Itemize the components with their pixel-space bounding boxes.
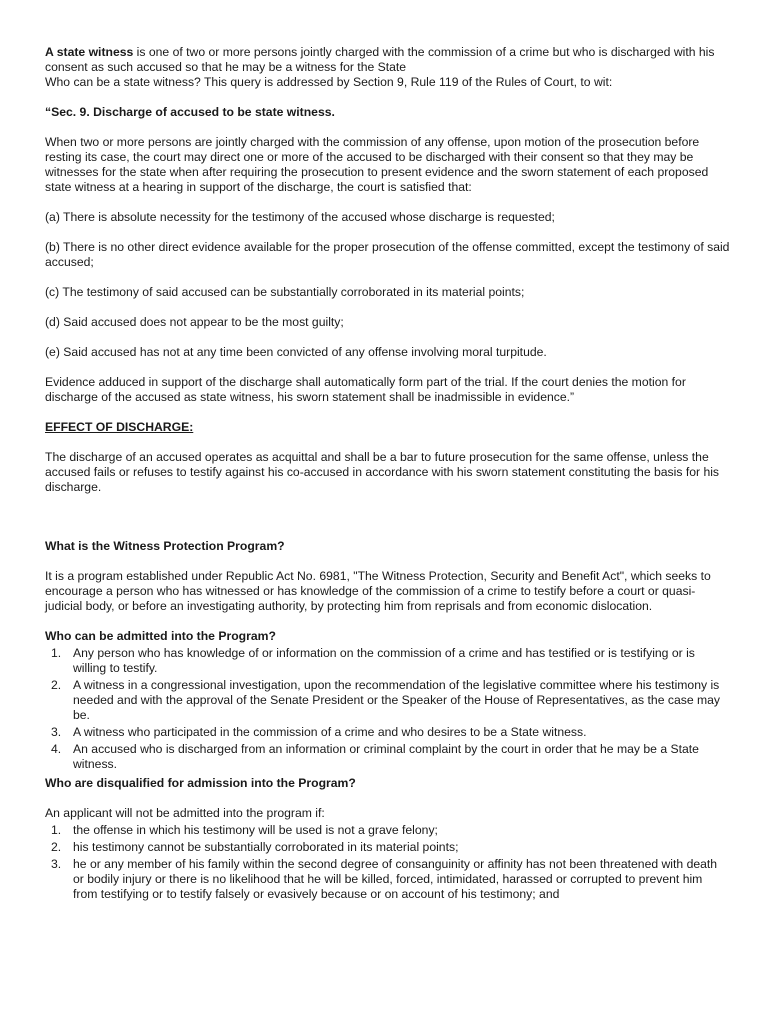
admitted-list (45, 646, 730, 772)
list-item: 2. his testimony cannot be substantially corroborated in its material points; (51, 840, 459, 854)
condition-a: (a) There is absolute necessity for the testimony of the accused whose discharge is requested; (45, 210, 555, 224)
disqualified-heading: Who are disqualified for admission into the Program? (45, 776, 356, 790)
condition-d: (d) Said accused does not appear to be the most guilty; (45, 315, 344, 329)
wpp-body: It is a program established under Republic Act No. 6981, "The Witness Protection, Security and Benefit Act", which seeks to encourage a person who has witnessed or has knowledge of the commission of a crime to testify before a court or quasi-judicial body, or before an investigating authority, by protecting him from reprisals and from economic dislocation. (45, 569, 711, 613)
intro-question: Who can be a state witness? This query is addressed by Section 9, Rule 119 of the Rules of Court, to wit: (45, 75, 613, 89)
condition-c: (c) The testimony of said accused can be substantially corroborated in its material points; (45, 285, 525, 299)
evidence-note: Evidence adduced in support of the discharge shall automatically form part of the trial. If the court denies the motion for discharge of the accused as state witness, his sworn statement shall be inadmissible in evidence.” (45, 375, 686, 404)
condition-e: (e) Said accused has not at any time been convicted of any offense involving moral turpitude. (45, 345, 547, 359)
section-body: When two or more persons are jointly charged with the commission of any offense, upon motion of the prosecution before resting its case, the court may direct one or more of the accused to be discharged with their consent so that they may be witnesses for the state when after requiring the prosecution to present evidence and the sworn statement of each proposed state witness at a hearing in support of the discharge, the court is satisfied that: (45, 135, 709, 194)
list-item: 3. he or any member of his family within the second degree of consanguinity or affinity has not been threatened with death or bodily injury or there is no likelihood that he will be killed, forced, intimidated, harassed or corrupted to prevent him from testifying or to testify falsely or evasively because or on account of his testimony; and (51, 857, 718, 901)
disqualified-intro: An applicant will not be admitted into the program if: (45, 806, 325, 820)
effect-heading: EFFECT OF DISCHARGE: (45, 420, 194, 434)
list-item: 3. A witness who participated in the commission of a crime and who desires to be a State witness. (51, 725, 587, 739)
intro-definition: is one of two or more persons jointly charged with the commission of a crime but who is discharged with his consent as such accused so that he may be a witness for the State (45, 45, 715, 74)
admitted-heading: Who can be admitted into the Program? (45, 629, 276, 643)
list-item: 2. A witness in a congressional investigation, upon the recommendation of the legislative committee where his testimony is needed and with the approval of the Senate President or the Speaker of the House of Representatives, as the case may be. (51, 678, 721, 722)
intro-term: A state witness (45, 45, 134, 59)
list-item: 1. the offense in which his testimony will be used is not a grave felony; (51, 823, 438, 837)
list-item: 4. An accused who is discharged from an information or criminal complaint by the court in order that he may be a State witness. (51, 742, 699, 771)
document-page (45, 45, 730, 902)
disqualified-list (45, 823, 730, 902)
wpp-heading: What is the Witness Protection Program? (45, 539, 285, 553)
intro-paragraph (45, 45, 730, 75)
section-title: “Sec. 9. Discharge of accused to be state witness. (45, 105, 335, 119)
effect-body: The discharge of an accused operates as acquittal and shall be a bar to future prosecution for the same offense, unless the accused fails or refuses to testify against his co-accused in accordance with his sworn statement constituting the basis for his discharge. (45, 450, 720, 494)
condition-b: (b) There is no other direct evidence available for the proper prosecution of the offense committed, except the testimony of said accused; (45, 240, 730, 269)
list-item: 1. Any person who has knowledge of or information on the commission of a crime and has testified or is testifying or is willing to testify. (51, 646, 695, 675)
